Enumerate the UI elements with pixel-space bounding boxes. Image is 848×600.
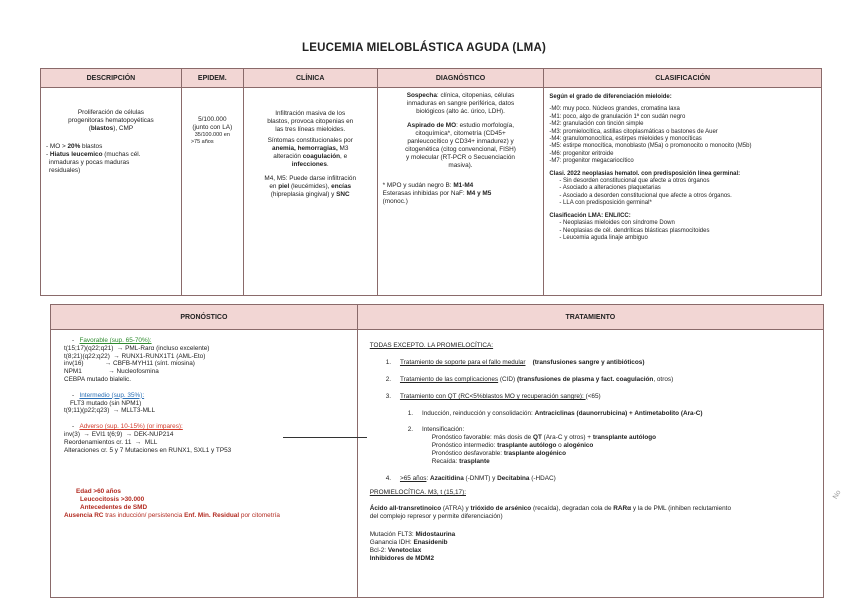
list-item: -M0: muy poco. Núcleos grandes, cromatina laxa <box>549 106 680 113</box>
text-line: citogenética (citog convencional, FISH) <box>405 146 516 153</box>
text-line: 5/100.000 <box>198 116 227 123</box>
header-epidem: EPIDEM. <box>181 69 243 88</box>
list-item: Edad >60 años <box>76 488 121 496</box>
prognosis-treatment-table <box>50 304 824 598</box>
text-line: Síntomas constitucionales por <box>267 137 353 144</box>
header-clasificacion: CLASIFICACIÓN <box>544 69 822 88</box>
treatment-subitem-1: 1. Inducción, reinducción y consolidación: Antraciclinas (daunorrubicina) + Antimetabolito (Ara-C) <box>407 410 703 417</box>
targeted-list <box>370 531 818 563</box>
list-item: Pronóstico favorable: más dosis de QT (Ara-C y otros) + transplante autólogo <box>431 434 657 441</box>
list-item: Ganancia IDH: Enasidenib <box>369 539 448 546</box>
descripcion-cell <box>41 88 182 296</box>
intermedio-list <box>56 400 352 416</box>
text-line: en piel (leucémides), encías <box>269 183 352 190</box>
text-line: infecciones. <box>291 161 329 168</box>
text-line: M4, M5: Puede darse infiltración <box>264 175 357 182</box>
list-item: t(8;21)(q22;q22) → RUNX1-RUNX1T1 (AML-Eto) <box>64 352 206 360</box>
text-line: biológicos (alto ác. úrico, LDH). <box>416 108 505 115</box>
intermedio-label: - Intermedio (sup. 35%): <box>72 391 145 399</box>
favorable-list <box>56 345 352 384</box>
text-line: - Hiatus leucemico (muchas cél. <box>46 151 141 158</box>
list-item: -M3: promielocítica, astillas citoplasmáticas o bastones de Auer <box>549 128 718 135</box>
text-line: (blastos), CMP <box>88 125 134 132</box>
text-line: >75 años <box>190 139 214 145</box>
text-line: Esterasas inhibidas por NaF: M4 y M5 <box>382 190 492 197</box>
header-pronostico: PRONÓSTICO <box>51 305 358 330</box>
intensification-list <box>370 434 818 466</box>
list-item: -M1: poco, algo de granulación 1ª con sudán negro <box>549 113 686 120</box>
favorable-label: - Favorable (sup. 65-70%): <box>72 337 152 344</box>
clasif-list-3 <box>549 220 816 242</box>
apl-treatment: Ácido all-transretinoico (ATRA) y trióxido de arsénico (recaída), degradan cola de RARα y la de PML (inhiben reclutamiento <box>369 505 731 512</box>
adverso-list <box>56 431 352 454</box>
risk-factors <box>56 488 352 511</box>
header-descripcion: DESCRIPCIÓN <box>41 69 182 88</box>
treatment-heading-apl: PROMIELOCÍTICA. M3, t (15,17): <box>369 489 466 496</box>
header-tratamiento: TRATAMIENTO <box>357 305 823 330</box>
text-line: Proliferación de células <box>77 109 144 116</box>
divider-line <box>283 437 367 438</box>
summary-table <box>40 68 822 296</box>
list-item: -M5: estirpe monocítica, monoblasto (M5a) o promonocito o monocito (M5b) <box>549 143 752 150</box>
list-item: Recaída: trasplante <box>431 458 490 465</box>
risk-residual: Ausencia RC tras inducción/ persistencia Enf. Min. Residual por citometría <box>64 511 280 519</box>
list-item: Leucocitosis >30.000 <box>80 496 145 504</box>
list-item: Inhibidores de MDM2 <box>369 555 434 562</box>
text-line: las tres líneas mieloides. <box>275 126 346 133</box>
clasif-heading: Clasificación LMA: ENL/ICC: <box>549 212 631 219</box>
list-item: Bcl-2: Venetoclax <box>369 547 422 554</box>
clasif-heading: Según el grado de diferenciación mieloide: <box>549 94 672 100</box>
clasif-list-2 <box>549 178 816 208</box>
text-line: inmaduras en sangre periférica, datos <box>406 100 515 107</box>
clasificacion-cell <box>544 88 822 296</box>
page-title: LEUCEMIA MIELOBLÁSTICA AGUDA (LMA) <box>301 42 546 54</box>
text-line: (monoc.) <box>382 198 408 205</box>
list-item: -M4: granulomonocítica, estirpes mieloides y monocíticas <box>549 136 702 143</box>
text-line: residuales) <box>49 167 81 174</box>
pronostico-cell <box>51 330 358 598</box>
treatment-item-2: 2. Tratamiento de las complicaciones (CID) (transfusiones de plasma y fact. coagulación, otros) <box>385 376 674 383</box>
list-item: FLT3 mutado (sin NPM1) <box>70 399 142 407</box>
clinica-cell <box>243 88 377 296</box>
text-line: - MO > 20% blastos <box>46 143 103 150</box>
tratamiento-cell <box>357 330 823 598</box>
list-item: inv(3) → EVI1 t(6;9) → DEK-NUP214 <box>64 430 174 438</box>
list-item: Pronóstico intermedio: trasplante autólogo o alogénico <box>431 442 594 449</box>
side-note: No <box>832 489 843 501</box>
list-item: Pronóstico desfavorable: trasplante alogénico <box>431 450 567 457</box>
list-item: Reordenamientos cr. 11 → MLL <box>64 438 158 446</box>
text-line: anemia, hemorragias, M3 <box>272 145 349 152</box>
list-item: - Asociado a alteraciones plaquetarias <box>559 185 661 192</box>
list-item: - Neoplasias de cél. dendríticas blásticas plasmocitoides <box>559 227 710 234</box>
adverso-label: - Adverso (sup. 10-15%) (or impares): <box>72 423 183 431</box>
list-item: -M2: granulación con tinción simple <box>549 121 644 128</box>
list-item: CEBPA mutado bialelic. <box>64 375 132 383</box>
text-line: y molecular (RT-PCR o Secuenciación <box>406 154 515 161</box>
text-line: inmaduras y pocas maduras <box>49 159 130 166</box>
treatment-heading: TODAS EXCEPTO. LA PROMIELOCÍTICA: <box>369 342 494 349</box>
list-item: - Asociado a desorden constitucional que afecte a otros órganos. <box>559 192 732 199</box>
epidem-cell <box>181 88 243 296</box>
header-diagnostico: DIAGNÓSTICO <box>377 69 544 88</box>
list-item: - Leucemia aguda linaje ambiguo <box>559 234 648 241</box>
treatment-item-4: 4. >65 años: Azacitidina (-DNMT) y Decitabina (-HDAC) <box>385 475 556 482</box>
list-item: - LLA con predisposición germinal* <box>559 200 652 207</box>
text-line: masiva). <box>448 162 473 169</box>
text-line: citoquímica*, citometría (CD45+ <box>415 130 506 137</box>
text-line: alteración coagulación, e <box>273 153 348 160</box>
list-item: t(15;17)(q22;q21) → PML-Rarα (incluso excelente) <box>64 344 210 352</box>
text-line: Sospecha: clínica, citopenias, células <box>406 92 515 99</box>
apl-treatment-cont: del complejo represor y permite diferenciación) <box>369 513 503 520</box>
diagnostico-cell <box>377 88 544 296</box>
list-item: - Neoplasias mieloides con síndrome Down <box>559 220 675 227</box>
treatment-subitem-2: 2. Intensificación: <box>407 426 465 433</box>
treatment-item-1: 1. Tratamiento de soporte para el fallo medular (transfusiones sangre y antibióticos) <box>385 359 645 366</box>
header-clinica: CLÍNICA <box>243 69 377 88</box>
text-line: Aspirado de MO: estudio morfología, <box>407 122 514 129</box>
text-line: * MPO y sudán negro B: M1-M4 <box>382 182 474 189</box>
text-line: 35/100.000 en <box>194 132 230 138</box>
clasif-list-1 <box>549 106 816 165</box>
list-item: NPM1 → Nucleofosmina <box>64 368 159 376</box>
list-item: t(9;11)(p22;q23) → MLLT3-MLL <box>64 407 156 415</box>
text-line: blastos, provoca citopenias en <box>267 118 354 125</box>
text-line: (hipreplasia gingival) y SNC <box>270 191 350 198</box>
text-line: (junto con LA) <box>192 124 233 131</box>
list-item: Alteraciones cr. 5 y 7 Mutaciones en RUNX1, SXL1 y TP53 <box>64 446 232 454</box>
text-line: panleucocítico y CD34+ inmadurez) y <box>407 138 514 145</box>
list-item: inv(16) → CBFB-MYH11 (sínt. miosina) <box>64 360 195 368</box>
list-item: - Sin desorden constitucional que afecte a otros órganos <box>559 178 710 185</box>
list-item: -M6: progenitor eritroide <box>549 150 614 157</box>
list-item: Antecedentes de SMD <box>80 503 148 511</box>
treatment-item-3: 3. Tratamiento con QT (RC<5%blastos MO y recuperación sangre): (<65) <box>385 393 601 400</box>
list-item: -M7: progenitor megacariocítico <box>549 158 634 165</box>
text-line: Infiltración masiva de los <box>275 110 346 117</box>
list-item: Mutación FLT3: Midostaurina <box>369 531 456 538</box>
clasif-heading: Clasi. 2022 neoplasias hematol. con predisposición línea germinal: <box>549 170 741 177</box>
text-line: progenitoras hematopoyéticas <box>68 117 154 124</box>
